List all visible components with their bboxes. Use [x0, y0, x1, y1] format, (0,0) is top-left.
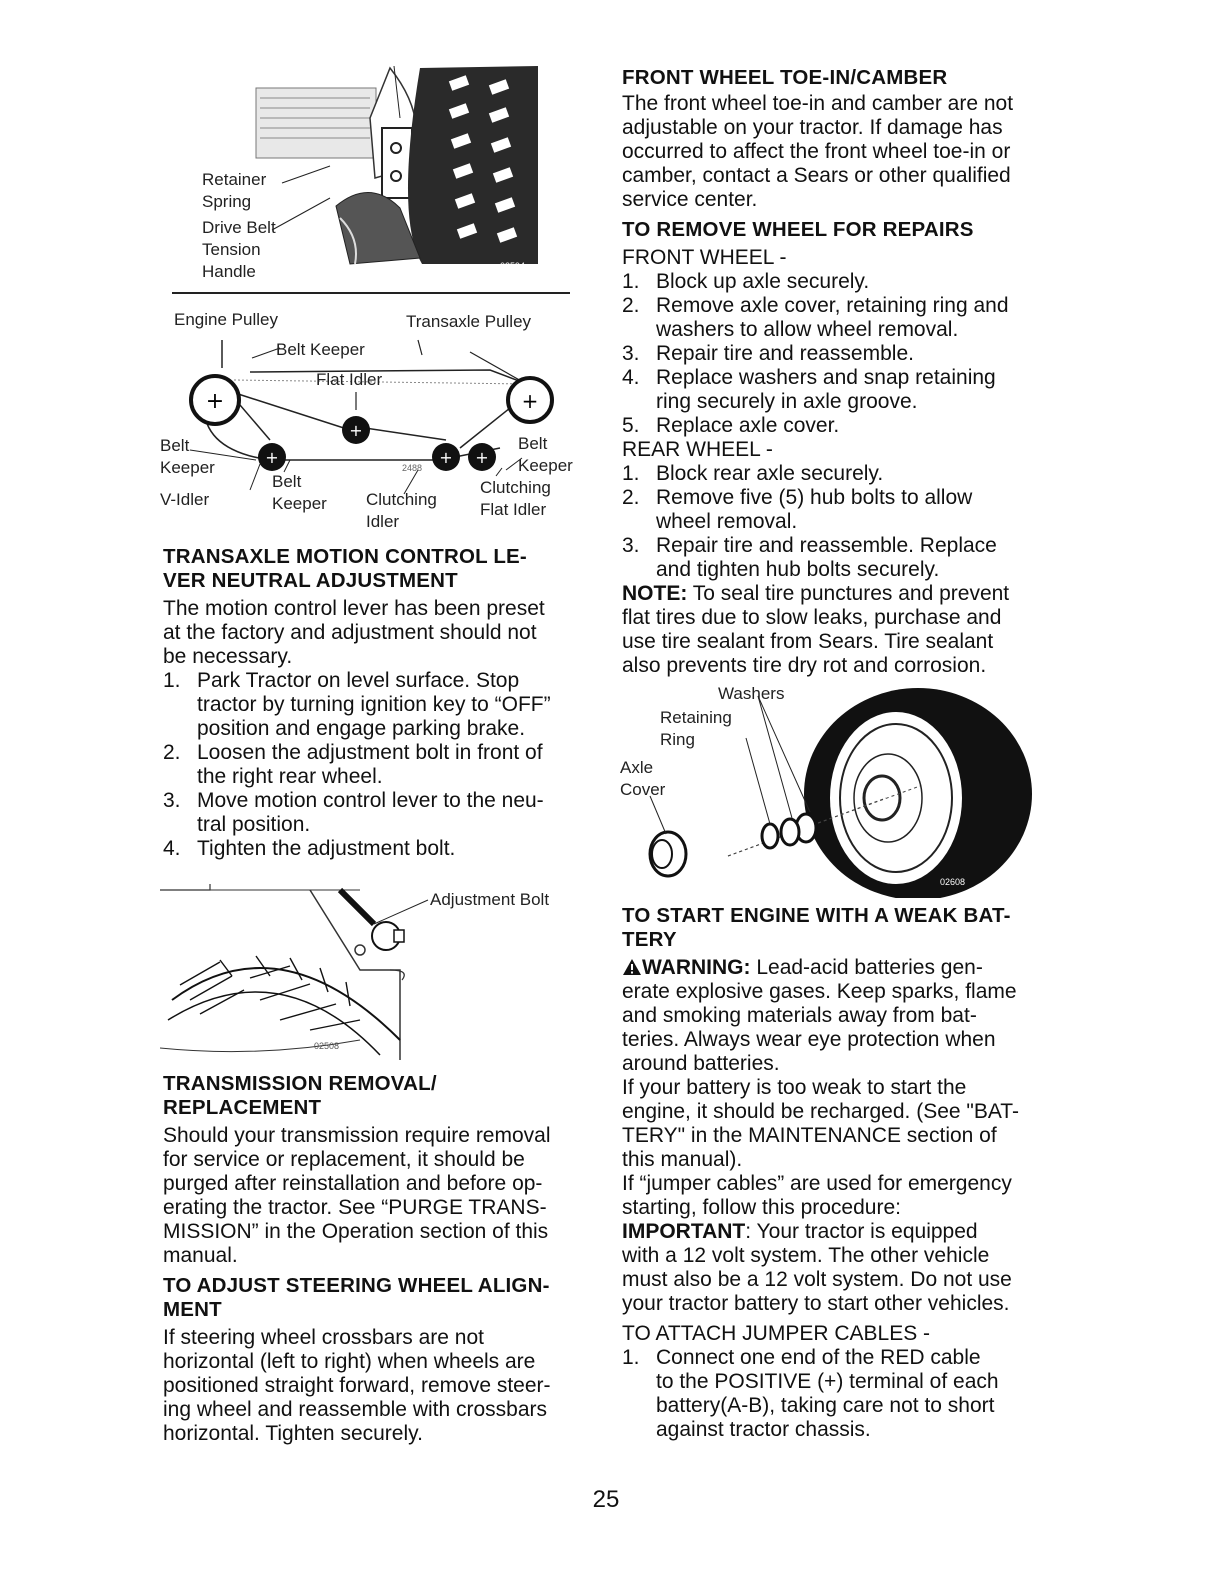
paragraph-line: ing wheel and reassemble with crossbars — [163, 1398, 548, 1421]
step-line: to the POSITIVE (+) terminal of each — [656, 1370, 999, 1393]
divider — [172, 292, 570, 294]
important-text: : Your tractor is equipped — [745, 1220, 978, 1243]
belt-keeper-mid-label-1: Belt — [272, 472, 302, 491]
paragraph-line: The front wheel toe-in and camber are not — [622, 92, 1014, 115]
paragraph-line: manual. — [163, 1244, 238, 1267]
step-number: 4. — [163, 837, 181, 860]
clutching-flat-idler-label-2: Flat Idler — [480, 500, 547, 519]
retaining-label: Retaining — [660, 708, 732, 727]
important-line — [622, 1220, 1062, 1244]
step-line: Loosen the adjustment bolt in front of — [197, 741, 543, 764]
note-label: NOTE: — [622, 582, 688, 605]
step-number: 2. — [163, 741, 181, 764]
washers-label: Washers — [718, 684, 785, 703]
battery-section — [622, 904, 1062, 1442]
v-idler-label: V-Idler — [160, 490, 210, 509]
flat-idler-label: Flat Idler — [316, 370, 383, 389]
step-number: 1. — [622, 270, 640, 293]
list-item — [622, 270, 1062, 294]
paragraph-line: purged after reinstallation and before op- — [163, 1172, 543, 1195]
step-number: 1. — [622, 462, 640, 485]
section-heading-cont: VER NEUTRAL ADJUSTMENT — [163, 569, 458, 592]
figure-code: 2488 — [402, 463, 423, 473]
belt-keeper-left-label-2: Keeper — [160, 458, 215, 477]
paragraph-line: positioned straight forward, remove steer- — [163, 1374, 551, 1397]
list-item — [622, 534, 1062, 582]
warning-text: Lead-acid batteries gen- — [750, 956, 983, 979]
paragraph-line: use tire sealant from Sears. Tire sealant — [622, 630, 994, 653]
step-line: against tractor chassis. — [656, 1418, 871, 1441]
paragraph-line: If steering wheel crossbars are not — [163, 1326, 484, 1349]
paragraph-line: starting, follow this procedure: — [622, 1196, 901, 1219]
section-heading: TO ADJUST STEERING WHEEL ALIGN- — [163, 1274, 550, 1297]
belt-keeper-top-label: Belt Keeper — [276, 340, 365, 359]
section-heading: TRANSAXLE MOTION CONTROL LE- — [163, 545, 527, 568]
drive-belt-label: Drive Belt — [202, 218, 276, 237]
step-line: the right rear wheel. — [197, 765, 383, 788]
paragraph-line: occurred to affect the front wheel toe-in or — [622, 140, 1011, 163]
rear-wheel-steps — [622, 462, 1062, 582]
list-item — [622, 1346, 1062, 1442]
steps-list — [163, 669, 583, 861]
svg-text:+: + — [205, 389, 225, 414]
paragraph-line: engine, it should be recharged. (See "BAT- — [622, 1100, 1019, 1123]
list-item — [163, 669, 583, 741]
toe-in-section — [622, 66, 1062, 678]
front-wheel-steps — [622, 270, 1062, 438]
adjustment-bolt-label: Adjustment Bolt — [430, 890, 550, 909]
step-number: 3. — [622, 534, 640, 557]
note-line — [622, 582, 1062, 606]
transaxle-pulley-label: Transaxle Pulley — [406, 312, 532, 331]
section-heading: TO START ENGINE WITH A WEAK BAT- — [622, 904, 1011, 927]
section-heading: TO REMOVE WHEEL FOR REPAIRS — [622, 218, 974, 241]
note-text: To seal tire punctures and prevent — [687, 582, 1010, 605]
step-line: Replace axle cover. — [656, 414, 840, 437]
step-line: wheel removal. — [656, 510, 798, 533]
paragraph-line: this manual). — [622, 1148, 743, 1171]
step-line: position and engage parking brake. — [197, 717, 526, 740]
step-line: Remove axle cover, retaining ring and — [656, 294, 1009, 317]
step-line: Park Tractor on level surface. Stop — [197, 669, 520, 692]
svg-text:+: + — [349, 421, 363, 440]
paragraph-line: If “jumper cables” are used for emergency — [622, 1172, 1012, 1195]
page-number: 25 — [592, 1486, 620, 1513]
clutching-idler-label-1: Clutching — [366, 490, 437, 509]
list-item — [622, 414, 1062, 438]
clutching-idler-label-2: Idler — [366, 512, 400, 531]
paragraph-line: The motion control lever has been preset — [163, 597, 545, 620]
figure-wheel-assembly — [620, 676, 1040, 898]
svg-text:+: + — [475, 448, 489, 467]
step-line: Tighten the adjustment bolt. — [197, 837, 456, 860]
paragraph-line: your tractor battery to start other vehicles. — [622, 1292, 1010, 1315]
paragraph-line: horizontal. Tighten securely. — [163, 1422, 423, 1445]
paragraph-line: for service or replacement, it should be — [163, 1148, 525, 1171]
paragraph-line: erating the tractor. See “PURGE TRANS- — [163, 1196, 547, 1219]
figure-adjustment-bolt — [160, 880, 590, 1060]
retainer-label: Retainer — [202, 170, 267, 189]
paragraph-line: also prevents tire dry rot and corrosion. — [622, 654, 987, 677]
list-item — [163, 741, 583, 789]
paragraph-line: erate explosive gases. Keep sparks, flame — [622, 980, 1017, 1003]
rear-wheel-label: REAR WHEEL - — [622, 438, 773, 461]
section-heading-cont: MENT — [163, 1298, 222, 1321]
step-line: Block rear axle securely. — [656, 462, 884, 485]
attach-steps — [622, 1346, 1062, 1442]
figure-code: 02608 — [940, 877, 966, 887]
paragraph-line: service center. — [622, 188, 758, 211]
section-heading: TRANSMISSION REMOVAL/ — [163, 1072, 437, 1095]
engine-pulley-label: Engine Pulley — [174, 310, 278, 329]
step-line: Connect one end of the RED cable — [656, 1346, 981, 1369]
step-line: battery(A-B), taking care not to short — [656, 1394, 995, 1417]
step-number: 4. — [622, 366, 640, 389]
list-item — [622, 486, 1062, 534]
paragraph-line: teries. Always wear eye protection when — [622, 1028, 996, 1051]
paragraph-line: with a 12 volt system. The other vehicle — [622, 1244, 990, 1267]
transmission-section — [163, 1072, 583, 1446]
belt-keeper-right-label-2: Keeper — [518, 456, 573, 475]
section-heading: FRONT WHEEL TOE-IN/CAMBER — [622, 66, 948, 89]
warning-label: WARNING: — [642, 956, 751, 979]
handle-label: Handle — [202, 262, 256, 281]
paragraph-line: Should your transmission require removal — [163, 1124, 551, 1147]
paragraph-line: horizontal (left to right) when wheels are — [163, 1350, 536, 1373]
figure-drive-belt-tension — [160, 58, 560, 290]
axle-cover-icon — [650, 832, 686, 876]
paragraph-line: around batteries. — [622, 1052, 780, 1075]
list-item — [622, 294, 1062, 342]
list-item — [622, 366, 1062, 414]
step-number: 1. — [163, 669, 181, 692]
transaxle-section — [163, 545, 583, 861]
important-label: IMPORTANT — [622, 1220, 746, 1243]
paragraph-line: TERY" in the MAINTENANCE section of — [622, 1124, 997, 1147]
step-line: washers to allow wheel removal. — [656, 318, 959, 341]
warning-icon — [622, 958, 642, 976]
step-number: 3. — [163, 789, 181, 812]
step-line: Repair tire and reassemble. — [656, 342, 914, 365]
step-line: Repair tire and reassemble. Replace — [656, 534, 997, 557]
paragraph-line: must also be a 12 volt system. Do not use — [622, 1268, 1012, 1291]
svg-text:+: + — [439, 448, 453, 467]
list-item — [163, 837, 583, 861]
step-line: Replace washers and snap retaining — [656, 366, 996, 389]
step-line: ring securely in axle groove. — [656, 390, 918, 413]
belt-keeper-mid-label-2: Keeper — [272, 494, 327, 513]
list-item — [622, 342, 1062, 366]
ring-label: Ring — [660, 730, 695, 749]
figure-code: 02508 — [314, 1041, 340, 1051]
step-line: and tighten hub bolts securely. — [656, 558, 940, 581]
warning-line — [622, 956, 1062, 980]
section-heading-cont: REPLACEMENT — [163, 1096, 322, 1119]
belt-keeper-right-label-1: Belt — [518, 434, 548, 453]
paragraph-line: MISSION” in the Operation section of this — [163, 1220, 549, 1243]
list-item — [622, 462, 1062, 486]
step-number: 2. — [622, 294, 640, 317]
section-heading-cont: TERY — [622, 928, 677, 951]
paragraph-line: camber, contact a Sears or other qualified — [622, 164, 1011, 187]
paragraph-line: flat tires due to slow leaks, purchase and — [622, 606, 1002, 629]
front-wheel-label: FRONT WHEEL - — [622, 246, 787, 269]
step-number: 5. — [622, 414, 640, 437]
svg-text:+: + — [265, 448, 279, 467]
retaining-ring-icon — [762, 824, 778, 848]
tension-label: Tension — [202, 240, 261, 259]
paragraph-line: adjustable on your tractor. If damage has — [622, 116, 1003, 139]
paragraph-line: at the factory and adjustment should not — [163, 621, 537, 644]
step-line: Block up axle securely. — [656, 270, 870, 293]
step-line: Remove five (5) hub bolts to allow — [656, 486, 973, 509]
step-line: tral position. — [197, 813, 311, 836]
list-item — [163, 789, 583, 837]
step-number: 3. — [622, 342, 640, 365]
paragraph-line: If your battery is too weak to start the — [622, 1076, 967, 1099]
step-line: tractor by turning ignition key to “OFF” — [197, 693, 551, 716]
spring-label: Spring — [202, 192, 252, 211]
step-number: 1. — [622, 1346, 640, 1369]
paragraph-line: and smoking materials away from bat- — [622, 1004, 977, 1027]
figure-code: 02594 — [500, 261, 526, 271]
paragraph-line: be necessary. — [163, 645, 293, 668]
clutching-flat-idler-label-1: Clutching — [480, 478, 551, 497]
axle-label: Axle — [620, 758, 654, 777]
figure-belt-routing — [160, 300, 590, 540]
belt-keeper-left-label-1: Belt — [160, 436, 190, 455]
step-line: Move motion control lever to the neu- — [197, 789, 544, 812]
cover-label: Cover — [620, 780, 666, 799]
washer-icon — [781, 819, 799, 845]
svg-text:+: + — [521, 389, 539, 413]
step-number: 2. — [622, 486, 640, 509]
attach-label: TO ATTACH JUMPER CABLES - — [622, 1322, 931, 1345]
